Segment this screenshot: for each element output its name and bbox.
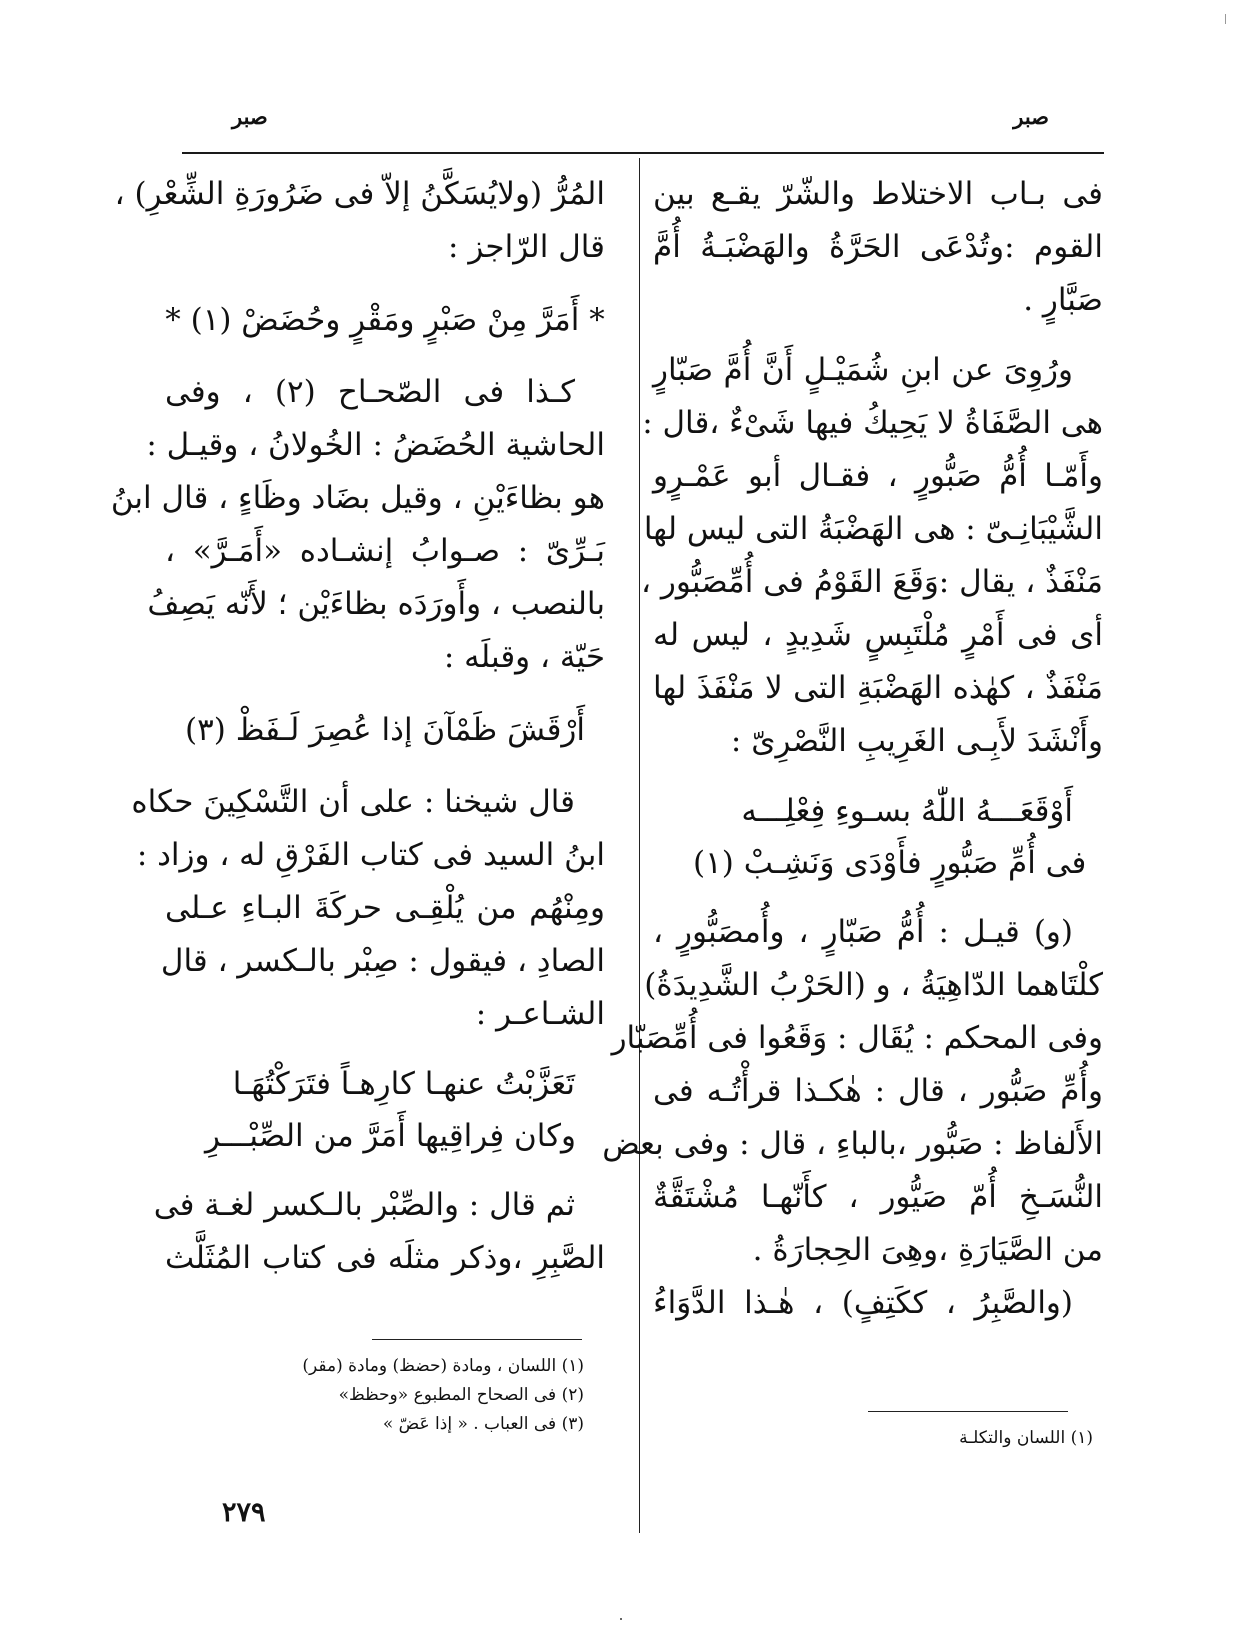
text-line: (والصَّبِرُ ، ككَتِفٍ) ، هٰـذا الدَّوَاءُ [653, 1285, 1073, 1321]
text-line: بالنصب ، وأَورَدَه بظاءَيْن ؛ لأَنّه يَصِفُ [147, 586, 605, 622]
text-line: ورُوِىَ عن ابنِ شُمَيْـلٍ أَنَّ أُمَّ صَبّارٍ [653, 352, 1073, 388]
footnote: (٣) فى العباب . « إذا عَضّ » [382, 1414, 584, 1434]
text-line: النُّسَـخِ أُمّ صَيُّور ، كأَنّهـا مُشْتَقَّةٌ [653, 1179, 1103, 1215]
text-line: وأَمّـا أُمُّ صَبُّورٍ ، فقـال أبو عَمْـرٍو [653, 458, 1103, 494]
text-line: قال الرّاجز : [448, 229, 605, 265]
verse-hemistich: وكان فِراقِيها أَمَرَّ من الصِّبْـــرِ [205, 1118, 576, 1154]
text-line: من الصَّيَارَةِ ،وهِىَ الحِجارَةُ . [752, 1232, 1103, 1268]
footnote: (١) اللسان ، ومادة (حضظ) ومادة (مقر) [302, 1356, 584, 1376]
footnotes-left [302, 1352, 584, 1439]
text-line: حَيّة ، وقبلَه : [443, 639, 605, 675]
text-line: هى الصَّفَاةُ لا يَحِيكُ فيها شَىْءٌ ،قال : [642, 405, 1103, 441]
verse-line: أَرْقَشَ ظَمْآنَ إذا عُصِرَ لَـفَظْ (٣) [184, 712, 585, 748]
text-line: الأَلفاظ : صَبُّور ،بالباءِ ، قال : وفى بعض [602, 1126, 1103, 1162]
text-line: الحاشية الحُضَضُ : الخُولانُ ، وقيـل : [146, 427, 605, 463]
footnote: (١) اللسان والتكلـة [959, 1428, 1093, 1448]
footnote-rule [868, 1411, 1068, 1412]
text-line: ومِنْهُم من يُلْقِـى حركَةَ البـاءِ عـلى [165, 890, 605, 926]
text-line: وأَنْشَدَ لأَبِـى الغَرِيبِ النَّصْرِىّ : [730, 723, 1103, 759]
footnote: (٢) فى الصحاح المطبوع «وحظظ» [338, 1385, 584, 1405]
text-line: ثم قال : والصِّبْر بالـكسر لغـة فى [153, 1187, 575, 1223]
text-line: الصادِ ، فيقول : صِبْر بالـكسر ، قال [160, 943, 605, 979]
text-line: صَبَّارٍ . [1023, 282, 1103, 318]
verse-hemistich: تَعَزَّبْتُ عنهـا كارِهـاً فتَرَكْتُهَـا [232, 1066, 575, 1102]
text-line: أى فى أَمْرٍ مُلْتَبِسٍ شَدِيدٍ ، ليس له [653, 617, 1103, 653]
text-line: القوم :وتُدْعَى الحَرَّةُ والهَضْبَـةُ أُمَّ [653, 229, 1103, 265]
text-line: كلْتَاهما الدّاهِيَةُ ، و (الحَرْبُ الشَّدِيدَةُ) [644, 967, 1103, 1003]
text-line: الشَّيْبَانِـىّ : هى الهَضْبَةُ التى ليس لها [643, 511, 1103, 547]
running-header-right: صبر [1013, 104, 1049, 129]
footnotes-right [959, 1424, 1093, 1453]
text-line: وفى المحكم : يُقَال : وَقَعُوا فى أُمِّصَبّار [611, 1020, 1103, 1056]
page-number: ٢٧٩ [222, 1497, 266, 1528]
text-line: كـذا فى الصّحـاح (٢) ، وفى [165, 374, 576, 410]
text-line: هو بظاءَيْنِ ، وقيل بضَاد وظَاءٍ ، قال ابنُ [110, 480, 605, 516]
verse-hemistich: أَوْقَعَـــهُ اللّٰهُ بسـوءِ فِعْلِـــه [741, 793, 1073, 829]
text-line: الشـاعـر : [475, 996, 605, 1032]
text-line: وأُمِّ صَبُّور ، قال : هٰكـذا قرأْتُـه فى [653, 1073, 1103, 1109]
text-line: ابنُ السيد فى كتاب الفَرْقِ له ، وزاد : [136, 837, 605, 873]
running-header-left: صبر [232, 104, 268, 129]
scan-edge-mark [1225, 14, 1226, 24]
text-line: المُرُّ (ولايُسَكَّنُ إلاّ فى ضَرُورَةِ الشِّعْرِ) ، [114, 176, 605, 212]
footnote-rule [372, 1339, 582, 1340]
text-line: فى بـاب الاختلاط والشّرّ يقـع بين [653, 176, 1103, 212]
verse-line: * أَمَرَّ مِنْ صَبْرٍ ومَقْرٍ وحُضَضْ (١) * [165, 302, 605, 338]
text-line: مَنْفَذٌ ، كهٰذه الهَضْبَةِ التى لا مَنْفَذَ لها [653, 670, 1103, 706]
column-divider [639, 158, 640, 1533]
left-column [110, 168, 605, 1285]
text-line: (و) قيـل : أُمُّ صَبّارٍ ، وأُمصَبُّورٍ ، [653, 914, 1073, 950]
text-line: قال شيخنا : على أن التَّسْكِينَ حكاه [131, 784, 575, 820]
verse-hemistich: فى أُمِّ صَبُّورٍ فأَوْدَى وَنَشِـبْ (١) [693, 845, 1087, 881]
text-line: مَنْفَذٌ ، يقال :وَقَعَ القَوْمُ فى أُمِّصَبُّور ، [641, 564, 1103, 600]
right-column [602, 168, 1103, 1330]
text-line: الصَّبِرِ ،وذكر مثلَه فى كتاب المُثَلَّث [165, 1240, 605, 1276]
text-line: بَـرِّىّ : صـوابُ إنشـاده «أَمَـرَّ» ، [165, 533, 605, 569]
scan-dot [620, 1618, 622, 1620]
header-rule [182, 152, 1104, 154]
